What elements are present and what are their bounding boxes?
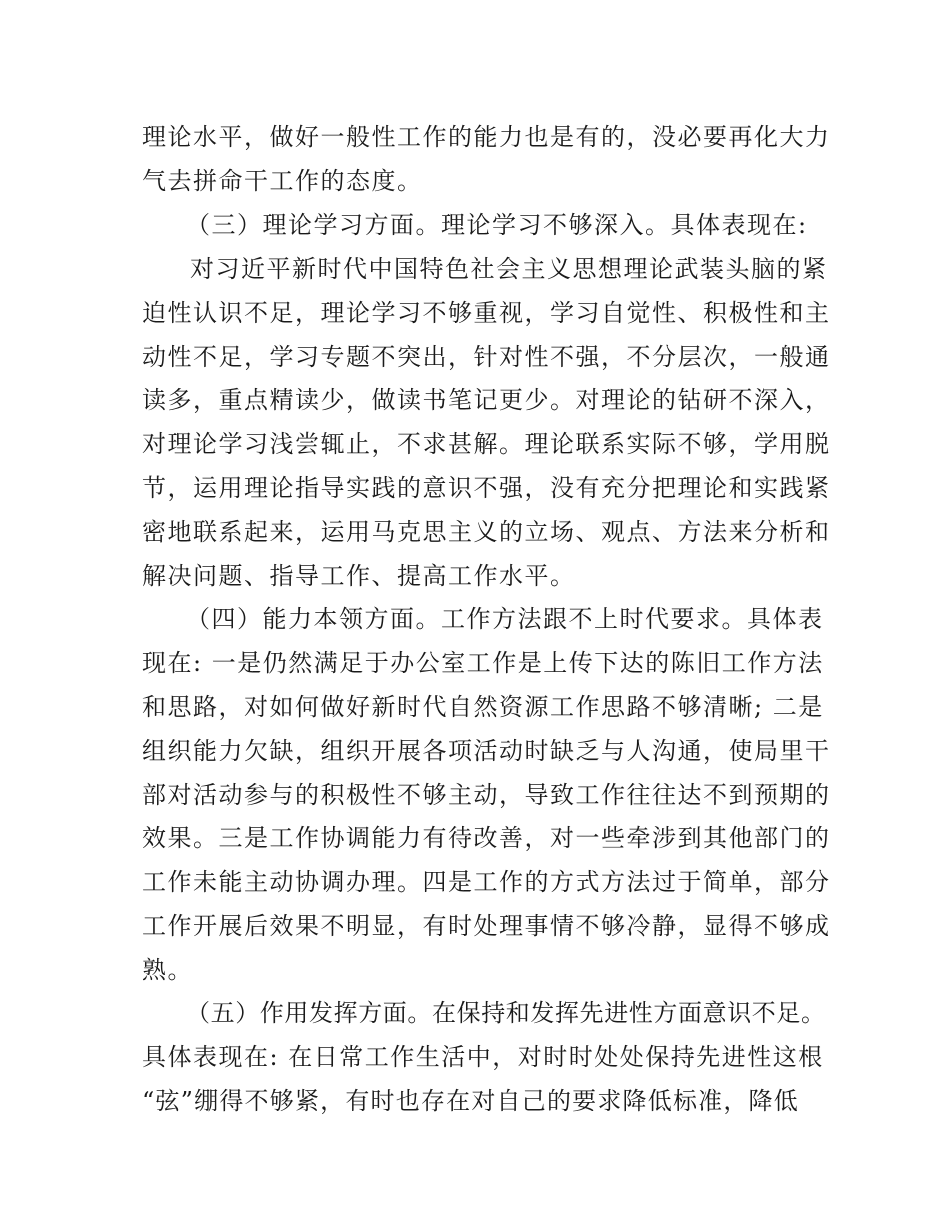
paragraph-line: 和思路，对如何做好新时代自然资源工作思路不够清晰; 二是	[142, 693, 824, 721]
paragraph-line: 工作开展后效果不明显，有时处理事情不够冷静，显得不够成	[142, 912, 831, 940]
paragraph-line: 具体表现在: 在日常工作生活中，对时时处处保持先进性这根	[142, 1043, 824, 1071]
paragraph-line: 对理论学习浅尝辄止，不求甚解。理论联系实际不够，学用脱	[142, 430, 831, 458]
paragraph-line: 读多，重点精读少，做读书笔记更少。对理论的钻研不深入，	[142, 386, 831, 414]
section-heading-line: （四）能力本领方面。工作方法跟不上时代要求。具体表	[186, 605, 824, 633]
section-heading-line: （五）作用发挥方面。在保持和发挥先进性方面意识不足。	[186, 999, 826, 1027]
paragraph-line: 密地联系起来，运用马克思主义的立场、观点、方法来分析和	[142, 518, 831, 546]
paragraph-line: 动性不足，学习专题不突出，针对性不强，不分层次，一般通	[142, 343, 831, 371]
paragraph-line: 迫性认识不足，理论学习不够重视，学习自觉性、积极性和主	[142, 299, 831, 327]
paragraph-line: 熟。	[142, 956, 193, 984]
paragraph-line: 对习近平新时代中国特色社会主义思想理论武装头脑的紧	[190, 255, 828, 283]
paragraph-line: 解决问题、指导工作、提高工作水平。	[142, 562, 576, 590]
paragraph-line: “弦”绷得不够紧，有时也存在对自己的要求降低标准，降低	[142, 1087, 799, 1115]
section-heading-line: （三）理论学习方面。理论学习不够深入。具体表现在:	[186, 211, 808, 239]
paragraph-line: 部对活动参与的积极性不够主动，导致工作往往达不到预期的	[142, 781, 831, 809]
paragraph-line: 效果。三是工作协调能力有待改善，对一些牵涉到其他部门的	[142, 824, 831, 852]
paragraph-line: 气去拼命干工作的态度。	[142, 167, 423, 195]
paragraph-line: 工作未能主动协调办理。四是工作的方式方法过于简单，部分	[142, 868, 831, 896]
paragraph-line: 理论水平，做好一般性工作的能力也是有的，没必要再化大力	[142, 123, 831, 151]
paragraph-line: 现在: 一是仍然满足于办公室工作是上传下达的陈旧工作方法	[142, 649, 824, 677]
paragraph-line: 组织能力欠缺，组织开展各项活动时缺乏与人沟通，使局里干	[142, 737, 831, 765]
paragraph-line: 节，运用理论指导实践的意识不强，没有充分把理论和实践紧	[142, 474, 831, 502]
